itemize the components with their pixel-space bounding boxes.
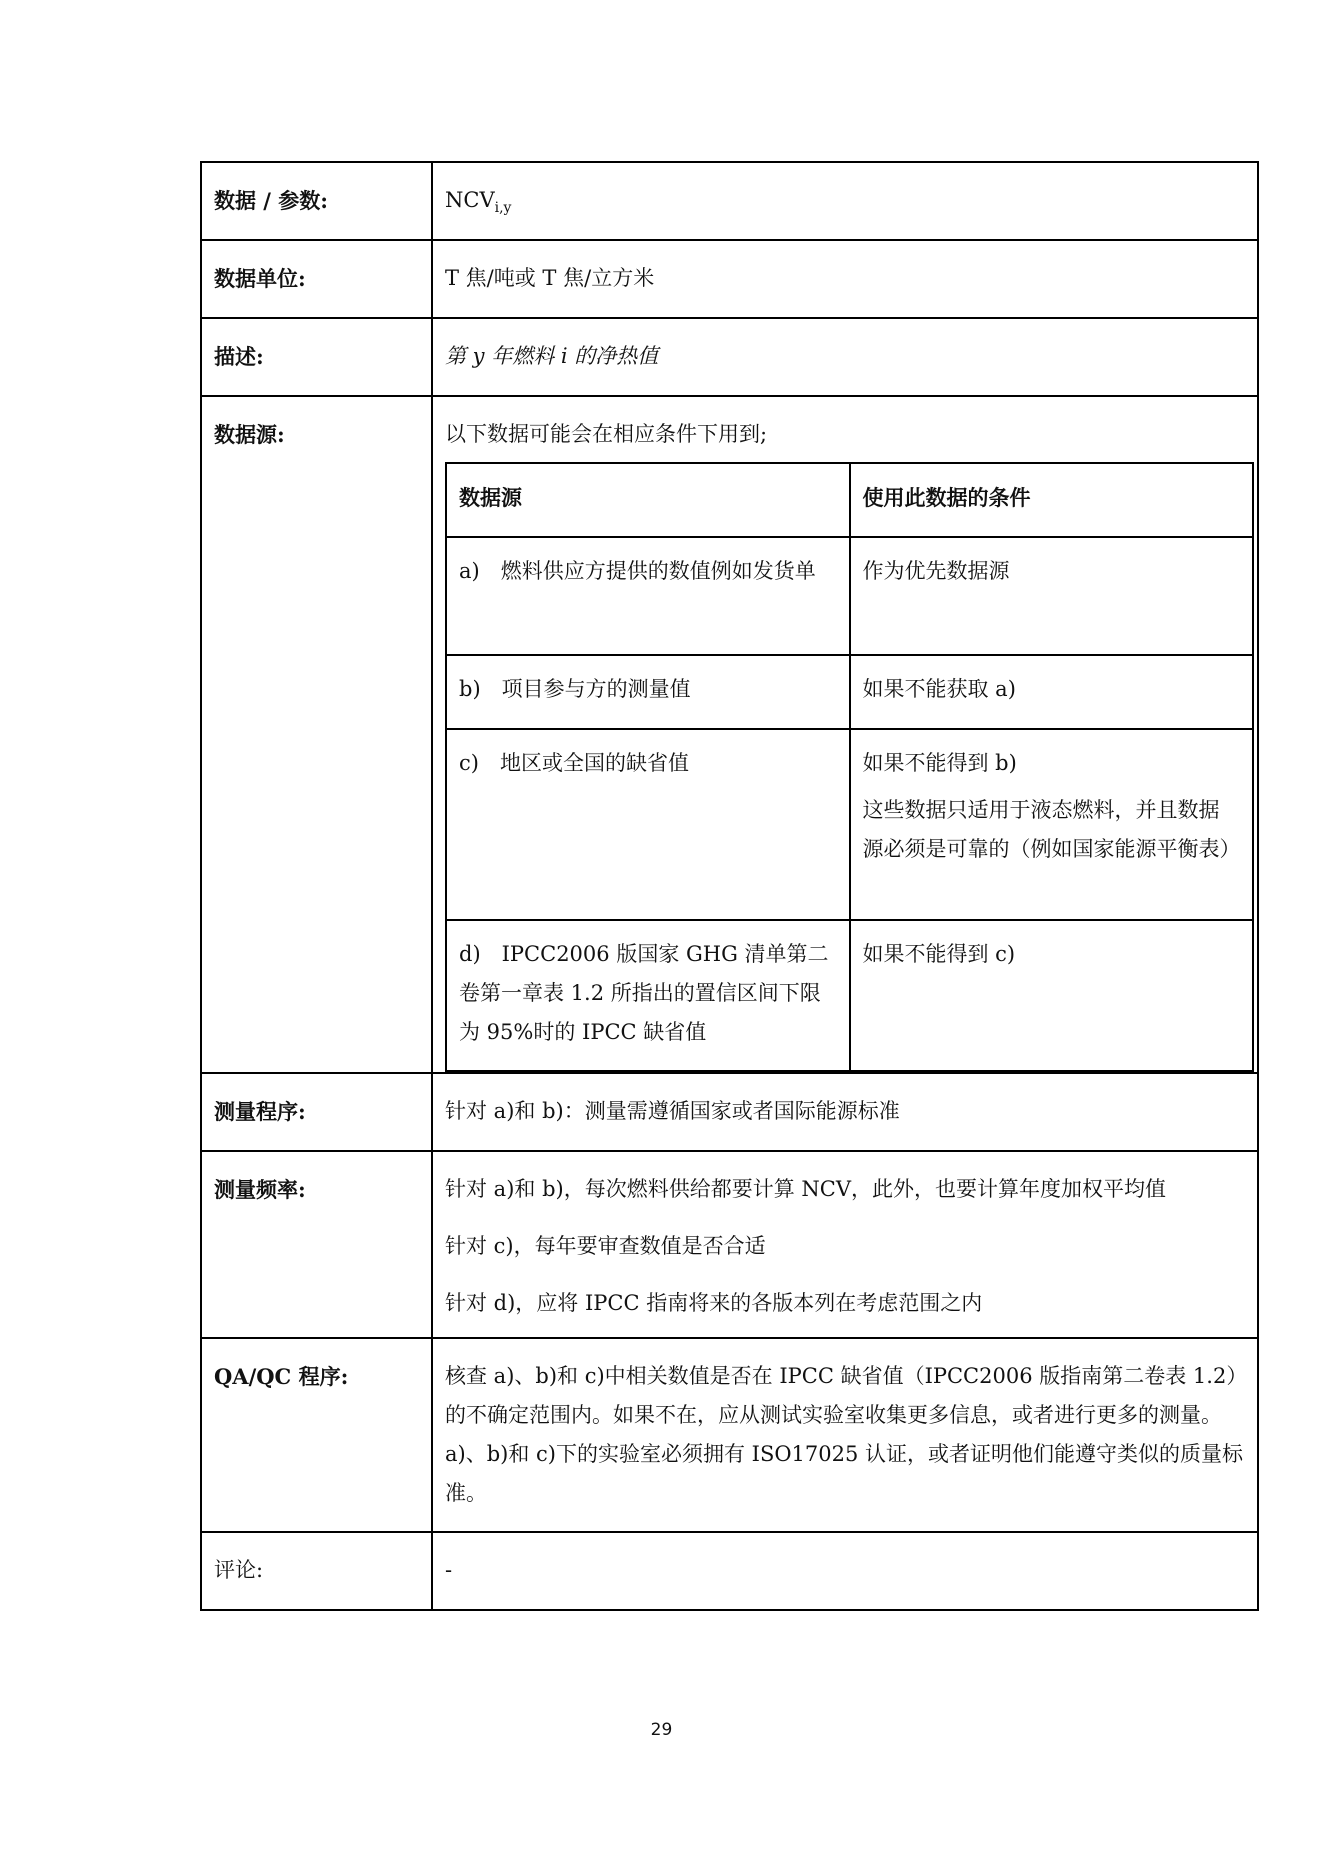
source-cell-b: b) 项目参与方的测量值 — [446, 655, 850, 729]
condition-c-note: 这些数据只适用于液态燃料，并且数据源必须是可靠的（例如国家能源平衡表） — [862, 798, 1241, 861]
source-cell-d: d) IPCC2006 版国家 GHG 清单第二卷第一章表 1.2 所指出的置信区间下限为 95%时的 IPCC 缺省值 — [446, 920, 850, 1071]
param-value-cell — [432, 162, 1258, 240]
row-qaqc — [201, 1338, 1258, 1532]
condition-cell-b: 如果不能获取 a) — [850, 655, 1254, 729]
procedure-value: 针对 a)和 b)：测量需遵循国家或者国际能源标准 — [445, 1099, 900, 1123]
unit-label-cell — [201, 240, 432, 318]
param-label: 数据 / 参数: — [214, 188, 329, 213]
source-label: 数据源: — [214, 422, 285, 447]
row-data-source — [201, 396, 1258, 1073]
desc-label: 描述: — [214, 344, 264, 369]
procedure-value-cell — [432, 1073, 1258, 1151]
frequency-line-3: 针对 d)，应将 IPCC 指南将来的各版本列在考虑范围之内 — [445, 1291, 983, 1315]
source-table-header-row — [446, 463, 1253, 537]
param-value-main: NCV — [445, 188, 495, 212]
frequency-line-1: 针对 a)和 b)，每次燃料供给都要计算 NCV，此外，也要计算年度加权平均值 — [445, 1177, 1166, 1201]
qaqc-value: 核查 a)、b)和 c)中相关数值是否在 IPCC 缺省值（IPCC2006 版指南第二卷表 1.2）的不确定范围内。如果不在，应从测试实验室收集更多信息，或者进行更多的测量。a)、b)和 c)下的实验室必须拥有 ISO17025 认证，或者证明他们能遵守类似的质量标准。 — [445, 1364, 1244, 1505]
qaqc-label: QA/QC 程序: — [214, 1364, 349, 1389]
condition-cell-c — [850, 729, 1254, 920]
frequency-value-cell — [432, 1151, 1258, 1338]
procedure-label: 测量程序: — [214, 1099, 306, 1124]
source-cell-c: c) 地区或全国的缺省值 — [446, 729, 850, 920]
qaqc-label-cell — [201, 1338, 432, 1532]
desc-value-cell — [432, 318, 1258, 396]
param-label-cell — [201, 162, 432, 240]
source-row-c — [446, 729, 1253, 920]
param-value-subscript: i,y — [494, 200, 512, 217]
comment-value: - — [445, 1558, 453, 1582]
source-options-table — [445, 462, 1254, 1072]
procedure-label-cell — [201, 1073, 432, 1151]
page-number: 29 — [650, 1720, 673, 1740]
qaqc-value-cell — [432, 1338, 1258, 1532]
row-comment — [201, 1532, 1258, 1610]
frequency-lines — [445, 1152, 1245, 1323]
source-row-a — [446, 537, 1253, 655]
param-value — [445, 163, 1245, 220]
condition-column-header: 使用此数据的条件 — [850, 463, 1254, 537]
unit-value: T 焦/吨或 T 焦/立方米 — [445, 266, 655, 290]
row-frequency — [201, 1151, 1258, 1338]
desc-label-cell — [201, 318, 432, 396]
condition-cell-d: 如果不能得到 c) — [850, 920, 1254, 1071]
condition-c-main: 如果不能得到 b) — [862, 751, 1017, 775]
row-procedure — [201, 1073, 1258, 1151]
frequency-line-2: 针对 c)，每年要审查数值是否合适 — [445, 1234, 766, 1258]
unit-label: 数据单位: — [214, 266, 306, 291]
source-label-cell — [201, 396, 432, 1073]
source-intro: 以下数据可能会在相应条件下用到; — [445, 422, 768, 446]
parameter-table — [200, 161, 1259, 1611]
comment-value-cell — [432, 1532, 1258, 1610]
comment-label: 评论: — [214, 1558, 264, 1582]
condition-cell-a: 作为优先数据源 — [850, 537, 1254, 655]
source-value-cell — [432, 396, 1258, 1073]
comment-label-cell — [201, 1532, 432, 1610]
source-column-header: 数据源 — [446, 463, 850, 537]
source-row-b — [446, 655, 1253, 729]
source-row-d — [446, 920, 1253, 1071]
row-description — [201, 318, 1258, 396]
frequency-label: 测量频率: — [214, 1177, 306, 1202]
desc-value: 第 y 年燃料 i 的净热值 — [445, 344, 659, 368]
unit-value-cell — [432, 240, 1258, 318]
row-parameter — [201, 162, 1258, 240]
source-cell-a: a) 燃料供应方提供的数值例如发货单 — [446, 537, 850, 655]
frequency-label-cell — [201, 1151, 432, 1338]
row-unit — [201, 240, 1258, 318]
